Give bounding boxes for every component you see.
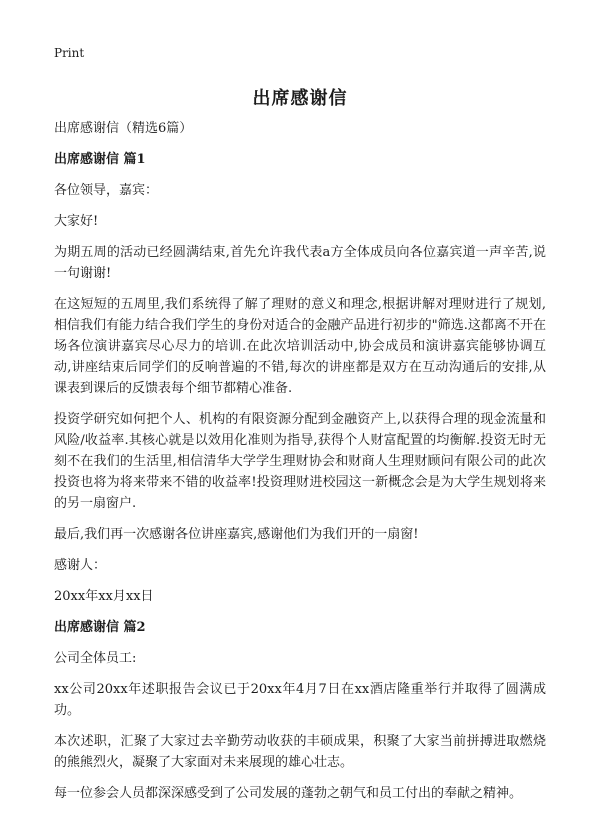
document-body (54, 118, 546, 814)
salutation: 各位领导，嘉宾： (54, 183, 159, 198)
paragraph: xx公司20xx年述职报告会议已于20xx年4月7日在xx酒店隆重举行并取得了圆满成功。 (54, 682, 546, 718)
section-heading-1: 出席感谢信 篇1 (54, 152, 146, 167)
paragraph: 最后,我们再一次感谢各位讲座嘉宾,感谢他们为我们开的一扇窗! (54, 527, 419, 542)
greeting: 大家好! (54, 214, 99, 229)
signature-label: 感谢人： (54, 558, 107, 573)
section-heading-2: 出席感谢信 篇2 (54, 620, 146, 635)
salutation: 公司全体员工: (54, 651, 137, 666)
paragraph: 投资学研究如何把个人、机构的有限资源分配到金融资产上,以获得合理的现金流量和风险/收益率.其核心就是以效用化准则为指导,获得个人财富配置的均衡解.投资无时无刻不在我们的生活里,相信清华大学学生理财协会和财商人生理财顾问有限公司的此次投资也将为将来带来不错的收益率!投资理财进校园这一新概念会是为大学生规划将来的另一扇窗户. (54, 412, 546, 511)
paragraph: 本次述职，汇聚了大家过去辛勤劳动收获的丰硕成果，积聚了大家当前拼搏进取燃烧的熊熊烈火，凝聚了大家面对未来展现的雄心壮志。 (54, 734, 546, 770)
date-line: 20xx年xx月xx日 (54, 589, 154, 604)
paragraph: 每一位参会人员都深深感受到了公司发展的蓬勃之朝气和员工付出的奉献之精神。 (54, 786, 523, 801)
document-subtitle: 出席感谢信（精选6篇） (54, 121, 193, 136)
paragraph: 在这短短的五周里,我们系统得了解了理财的意义和理念,根据讲解对理财进行了规划,相信我们有能力结合我们学生的身份对适合的金融产品进行初步的"筛选.这都离不开在场各位演讲嘉宾尽心尽力的培训.在此次培训活动中,协会成员和演讲嘉宾能够协调互动,讲座结束后同学们的反响普遍的不错,每次的讲座都是双方在互动沟通后的安排,从课表到课后的反馈表每个细节都精心准备. (54, 297, 546, 396)
paragraph: 为期五周的活动已经圆满结束,首先允许我代表a方全体成员向各位嘉宾道一声辛苦,说一句谢谢! (54, 245, 546, 281)
print-link[interactable]: Print (54, 46, 85, 60)
page-title: 出席感谢信 (252, 88, 348, 109)
